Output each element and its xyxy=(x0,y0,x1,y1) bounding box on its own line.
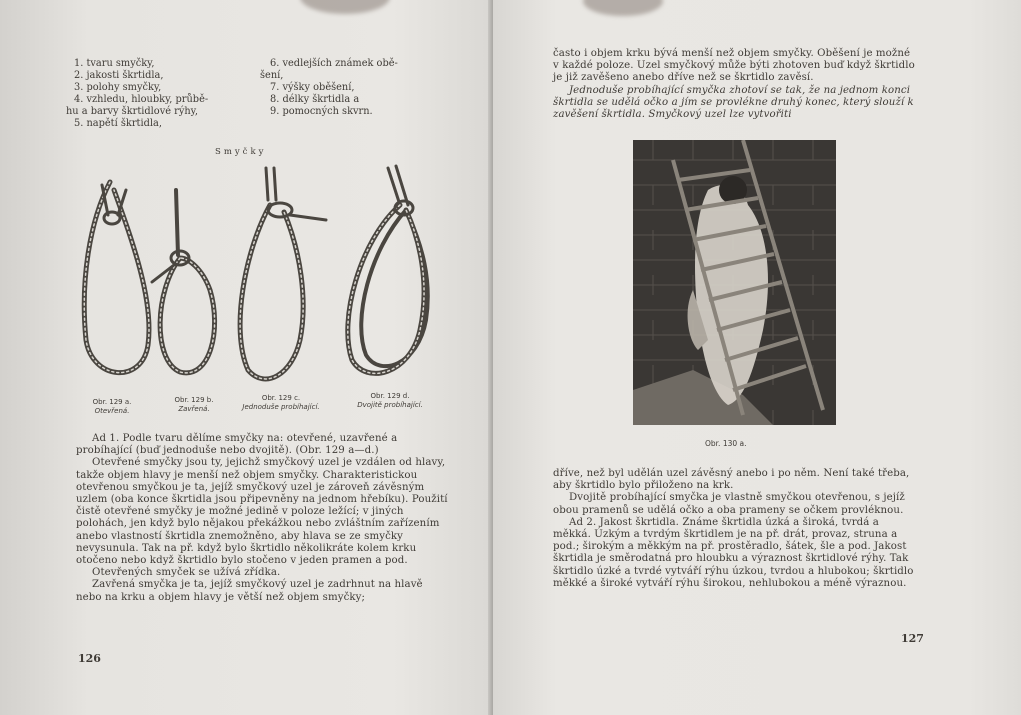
running-noose-drawing xyxy=(240,168,326,379)
figure-caption xyxy=(226,394,336,412)
caption-label: Zavřená. xyxy=(178,405,210,413)
list-item: 5. napětí škrtidla, xyxy=(74,118,162,129)
list-item: 3. polohy smyčky, xyxy=(74,82,162,93)
list-item: šení, xyxy=(260,70,284,81)
caption-label: Otevřená. xyxy=(94,407,130,415)
list-item: 4. vzhledu, hloubky, průbě- xyxy=(74,94,209,105)
body-text xyxy=(76,433,448,604)
list-item: hu a barvy škrtidlové rýhy, xyxy=(66,106,199,117)
caption-number: Obr. 129 c. xyxy=(261,394,301,402)
double-running-noose-drawing xyxy=(348,166,428,373)
list-item: 9. pomocných skvrn. xyxy=(270,106,373,117)
open-noose-drawing xyxy=(84,182,149,373)
list-item: 8. délky škrtidla a xyxy=(270,94,360,105)
list-item: 1. tvaru smyčky, xyxy=(74,58,155,69)
paragraph: Otevřených smyček se užívá zřídka. xyxy=(92,567,281,579)
finger-shadow xyxy=(583,0,663,16)
body-text-bottom xyxy=(553,468,917,590)
caption-number: Obr. 129 a. xyxy=(92,398,132,406)
body-text-top xyxy=(553,48,917,121)
caption-label: Dvojitě probíhající. xyxy=(357,401,423,409)
figure-caption xyxy=(164,396,224,414)
criteria-list-col1 xyxy=(66,58,264,130)
closed-noose-drawing xyxy=(152,190,215,373)
left-page xyxy=(0,0,492,715)
caption-number: Obr. 129 b. xyxy=(174,396,214,404)
paragraph: Zavřená smyčka je ta, jejíž smyčkový uzel je zadrhnut na hlavě nebo na krku a objem hlavy je větší než objem smyčky; xyxy=(76,579,423,603)
paragraph: Jednoduše probíhající smyčka zhotoví se tak, že na jednom konci škrtidla se udělá očko a jím se provlékne druhý konec, který slouží k zavěšení škrtidla. Smyčkový uzel lze vytvořiti xyxy=(553,84,914,121)
paragraph: Dvojitě probíhající smyčka je vlastně smyčkou otevřenou, s jejíž obou pramenů se udělá očko a oba prameny se očkem provléknou. xyxy=(553,492,905,516)
page-number: 127 xyxy=(901,632,924,645)
figure-title: Smyčky xyxy=(215,147,267,157)
paragraph: Ad 2. Jakost škrtidla. Známe škrtidla úzká a široká, tvrdá a měkká. Úzkým a tvrdým škrtidlem je na př. drát, provaz, struna a pod.; širokým a měkkým na př. prostěradlo, šátek, šle a pod. Jakost škrtidla je směrodatná pro hloubku a výraznost škrtidlové rýhy. Tak škrtidlo úzké a tvrdé vytváří rýhu úzkou, tvrdou a hlubokou; škrtidlo měkké a široké vytváří rýhu širokou, nehlubokou a méně výraznou. xyxy=(553,516,914,589)
criteria-list-col2 xyxy=(260,58,460,118)
right-page xyxy=(493,0,1021,715)
noose-illustration xyxy=(70,160,450,390)
paragraph: Ad 1. Podle tvaru dělíme smyčky na: otevřené, uzavřené a probíhající (buď jednoduše nebo dvojitě). (Obr. 129 a—d.) xyxy=(76,433,398,457)
list-item: 7. výšky oběšení, xyxy=(270,82,355,93)
photo-caption: Obr. 130 a. xyxy=(705,439,747,448)
caption-label: Jednoduše probíhající. xyxy=(242,403,320,411)
paragraph: často i objem krku bývá menší než objem smyčky. Oběšení je možné v každé poloze. Uzel smyčkový může býti zhotoven buď když škrtidlo je již zavěšeno anebo dříve než se škrtidlo zavěsí. xyxy=(553,48,915,84)
caption-number: Obr. 129 d. xyxy=(370,392,410,400)
paragraph: dříve, než byl udělán uzel závěsný anebo i po něm. Není také třeba, aby škrtidlo bylo přiloženo na krk. xyxy=(553,468,910,492)
paragraph: Otevřené smyčky jsou ty, jejichž smyčkový uzel je vzdálen od hlavy, takže objem hlavy je menší než objem smyčky. Charakteristickou otevřenou smyčkou je ta, jejíž smyčkový uzel je zároveň závěsným uzlem (oba konce škrtidla jsou připevněny na jednom hřebíku). Použití čistě otevřené smyčky je možné jedině v poloze ležící; v jiných polohách, jen když bylo nějakou překážkou nebo zvláštním zařízením anebo vlastností škrtidla znemožněno, aby hlava se ze smyčky nevysunula. Tak na př. když bylo škrtidlo několikráte kolem krku otočeno nebo když škrtidlo bylo stočeno v jeden pramen a pod. xyxy=(76,457,448,567)
page-number: 126 xyxy=(78,652,101,665)
list-item: 6. vedlejších známek obě- xyxy=(270,58,398,69)
finger-shadow xyxy=(300,0,390,14)
photograph xyxy=(633,140,836,425)
list-item: 2. jakosti škrtidla, xyxy=(74,70,164,81)
figure-caption xyxy=(82,398,142,416)
figure-caption xyxy=(340,392,440,410)
